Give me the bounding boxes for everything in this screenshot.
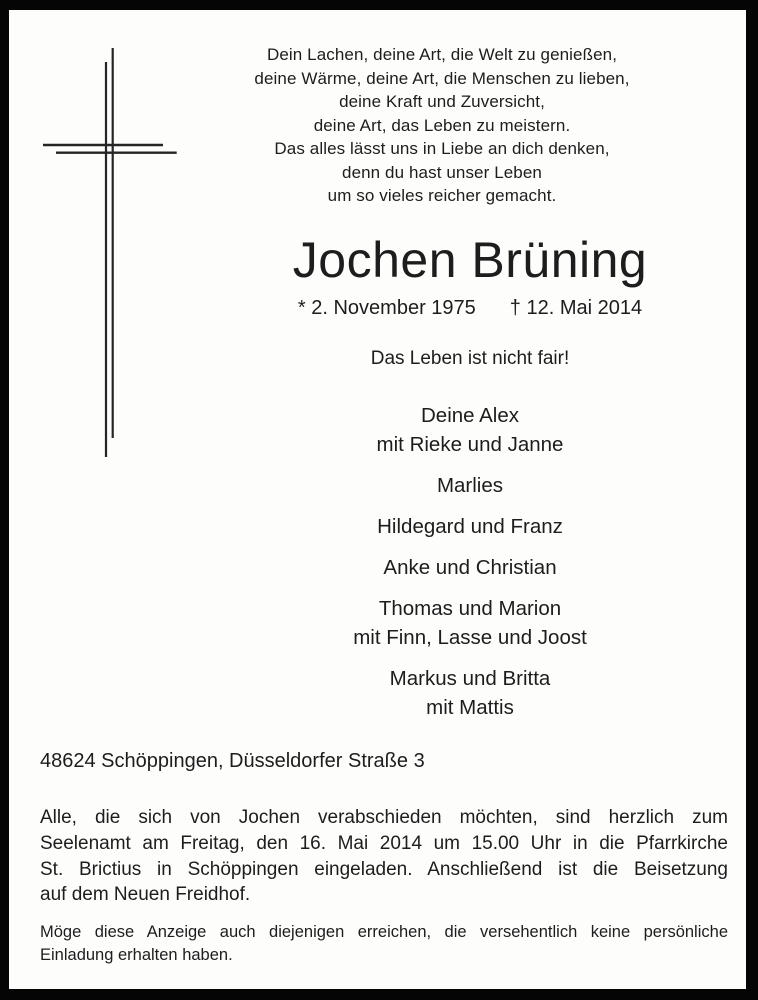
mourner-group [230,553,710,582]
poem-line: denn du hast unser Leben [342,162,542,182]
memorial-poem [230,43,654,208]
death-date: † 12. Mai 2014 [509,297,643,319]
address: 48624 Schöppingen, Düsseldorfer Straße 3 [40,750,425,772]
poem-line: Das alles lässt uns in Liebe an dich denken, [274,139,610,158]
closing-note [40,921,728,967]
motto: Das Leben ist nicht fair! [370,348,570,369]
closing-line: Einladung erhalten haben. [40,946,233,964]
mourner-line: Hildegard und Franz [377,515,563,538]
invitation-line: Alle, die sich von Jochen verabschieden möchten, sind herzlich zum [40,807,728,828]
mourner-line: Deine Alex [420,404,519,427]
mourner-line: Markus und Britta [389,667,551,690]
cross-icon [39,45,189,465]
mourner-group [230,401,710,459]
poem-line: um so vieles reicher gemacht. [327,186,557,205]
mourner-line: mit Mattis [426,696,514,719]
birth-date: * 2. November 1975 [297,297,476,319]
invitation-line: auf dem Neuen Freidhof. [40,884,251,906]
mourner-line: mit Rieke und Janne [376,433,564,456]
invitation-line: St. Brictius in Schöppingen eingeladen. Anschließend ist die Beisetzung [40,858,728,880]
mourner-line: Marlies [436,474,504,497]
deceased-name: Jochen Brüning [292,232,648,288]
mourner-line: Thomas und Marion [378,597,562,620]
mourners-list [230,401,710,722]
mourner-group [230,471,710,500]
closing-line: Möge diese Anzeige auch diejenigen erreichen, die versehentlich keine persönliche [40,923,728,941]
poem-line: Dein Lachen, deine Art, die Welt zu genießen, [266,45,618,64]
poem-line: deine Art, das Leben zu meistern. [313,115,571,135]
mourner-line: Anke und Christian [383,556,557,579]
life-dates [230,296,710,320]
mourner-line: mit Finn, Lasse und Joost [353,626,587,649]
poem-line: deine Wärme, deine Art, die Menschen zu lieben, [254,68,630,88]
obituary-card [9,10,746,989]
mourner-group [230,664,710,722]
poem-line: deine Kraft und Zuversicht, [339,92,545,111]
mourner-group [230,512,710,541]
mourner-group [230,594,710,652]
invitation-line: Seelenamt am Freitag, den 16. Mai 2014 um 15.00 Uhr in die Pfarrkirche [40,832,728,854]
funeral-invitation [40,805,728,908]
